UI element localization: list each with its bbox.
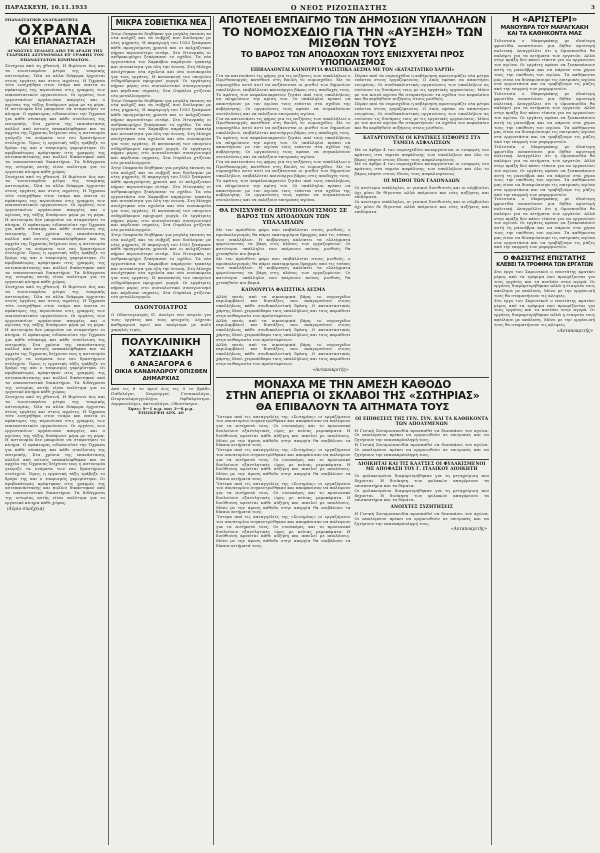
foreman-body: Στο έργο του Σαρωνικού ο επιστάτης κρατάει μέρος από τα τρόφιμα που προορίζονται για τους εργάτες και τα πουλάει στην αγορά. Οι εργάτες διαμαρτυρήθηκαν αλλά η εταιρεία τους απείλησε με απόλυση. Μόνο με την οργάνωσή τους θα σταματήσουν τις κλεψιές.: [494, 268, 595, 298]
fascist-bonds-body: Αλλά εκτός από τα οικονομικά βάρη, το νομοσχέδιο περιλαμβάνει και διατάξεις που απαγορεύουν στους υπαλλήλους κάθε συνδικαλιστική δράση. Ο κατασταστικός χάρτης δένει χειροπόδαρα τους υπαλλήλους και τους παραδίνει στην αυθαιρεσία των προϊσταμένων.: [216, 293, 351, 318]
divider: [355, 459, 490, 460]
maragakis-body-cont: Τελευταία ο Μαραγκάκης με ιδιαίτερη φροντίδα αναπτύσσει μια δήθεν αριστερή πολιτική. Αναγγέλλει ότι η Ομοσπονδία θα παλέψει για τα αιτήματα των εργατών. Αλλά στην πράξη δεν κάνει τίποτα για να οργανώσει τον αγώνα. Οι εργάτες πρέπει να ξεσκεπάσουν αυτή τη μανούβρα και να πάρουν στα χέρια τους την υπόθεση του αγώνα. Τα καθήκοντα μας είναι να δυναμώσουμε τις επιτροπές αγώνα στα εργοστάσια και να τραβήξουμε τις μάζες από την επιρροή των ρεφορμιστών.: [494, 90, 595, 144]
fascist-bonds-body-cont2: Αλλά εκτός από τα οικονομικά βάρη, το νομοσχέδιο περιλαμβάνει και διατάξεις που απαγορεύουν στους υπαλλήλους κάθε συνδικαλιστική δράση. Ο κατασταστικός χάρτης δένει χειροπόδαρα τους υπαλλήλους και τους παραδίνει στην αυθαιρεσία των προϊσταμένων.: [216, 341, 351, 366]
section-kicker: ΕΠΑΝΑΣΤΑΤΙΚΗ ΑΝΑΓΚΑΙΟΤΗΤΑ: [5, 17, 78, 22]
main-body-a2: Για να κατευνάσει τις φήμες για τις αυξήσεις των υπαλλήλων ο Πρωθυπουργός κατέθεσε στη Βουλή το νομοσχέδιο. Με το νομοσχέδιο αυτό αντί να αυξάνονται οι μισθοί των δημοσίων υπαλλήλων, επιβάλλεται καινούργιο βάρος στις αποδοχές τους. Το κράτος των κεφαλαιοκρατών ζητάει από τους υπαλλήλους να πληρώσουν την κρίση του. Οι υπάλληλοι πρέπει να απαντήσουν με τον αγώνα τους ενάντια στα σχέδια της κυβέρνησης. Οι οργανώσεις τους πρέπει να συγκαλέσουν συνελεύσεις και να εκλέξουν επιτροπές αγώνα.: [216, 115, 351, 160]
budget-body: Με τον πρόσθετο φόρο που επιβάλλεται στους μισθούς, ο προϋπολογισμός θα πάρει εκατομμύρια δραχμές από τις τσέπες των υπαλλήλων. Η κυβέρνηση καλύπτει τα ελλείμματα φορτώνοντας τα βάρη στις πλάτες των εργαζομένων. Οι κατώτεροι υπάλληλοι που παίρνουν πείνας μισθούς θα χτυπηθούν πιο βαριά.: [216, 227, 351, 256]
maragakis-headline-sub: ΜΑΝΟΥΒΡΑ ΤΟΥ ΜΑΡΑΓΚΑΚΗ: [500, 25, 589, 31]
galonades-body-cont: Οι ανώτεροι υπάλληλοι, οι γενικοί διευθυντές και οι σύμβουλοι όχι μόνο δε θίγονται αλλά παίρνουν και νέες αυξήσεις και επιδόματα.: [354, 199, 489, 214]
ochrana-body: Συνέχεια από τη χθεσινή. Η Βιρότονι 6ος και τα τοιουτοπράτα μέτρα της τσαρικής αστυνομίας. Όλα τα αλλα διάφορα έρχονται στους εργάτες και στους αγρότες. Η Όχρανα τότε εισηγήθηκε στον τσάρο και έπειτα οι πράκτορες της περνούσαν στις γραμμές των επαναστατικών οργανώσεων. Οι εργάτες των εργοστασίων οργάνωναν απεργίες και ο αγώνας της τάξης δυνάμωνε μέρα με τη μέρα. Η αστυνομία δεν μπορούσε να σταματήσει το κίνημα. Ο πράκτορας ειδοποιούσε την Όχρανα για κάθε σύσκεψη και κάθε συνέλευση της επιτροπής. Στα χρόνια της επανάστασης πολλοί από αυτούς αποκαλύφθηκαν και τα αρχεία της Όχρανας δείχνουν πως η αστυνομία γνώριζε τα ονόματα των πιο δραστήριων στελεχών. Όμως η εργατική τάξη τράβηξε το δρόμο της και ο τσαρισμός γκρεμίστηκε. Οι προβοκάτορες κρύφτηκαν στις γραμμές της αντεπανάστασης και πολλοί δικάστηκαν από τα επαναστατικά δικαστήρια. Τα διδάγματα της ιστορίας αυτής είναι πολύτιμα για το εργατικό κίνημα κάθε χώρας.: [5, 63, 105, 174]
gsee-body-cont: Η Γενική Συνομοσπονδία προσπαθεί να διασπάσει τον αγώνα. Οι απολυμένοι πρέπει να οργανωθούν σε επιτροπές και να ζητήσουν την επαναπρόσληψή τους.: [354, 441, 489, 457]
main-kicker: ΕΠΙΒΑΛΛΟΝΤΑΙ ΚΑΙΝΟΥΡΓΙΑ ΦΑΣΙΣΤΙΚΑ ΔΕΣΜΑ ΜΕ ΤΟΝ «ΚΑΤΑΣΤΑΤΙΚΟ ΧΑΡΤΗ»: [250, 67, 455, 73]
strike-body-cont3: Ύστερα από τις καταγγελίες της «Σωτηρίας» οι εργαζόμενοι του σανατορίου συγκεντρώθηκαν και αποφάσισαν να παλέψουν για τα αιτήματά τους. Οι νοσοκόμες και το προσωπικό δουλεύουν εξαντλητικές ώρες με πείνας μεροκάματα. Η διεύθυνση αρνείται κάθε αύξηση και απειλεί με απολύσεις. Μόνο με την άμεση κάθοδο στην απεργία θα επιβάλουν τα δίκαια αιτήματά τους.: [216, 514, 351, 549]
column-civil-servants: [216, 16, 489, 845]
issue-date: ΠΑΡΑΣΚΕΥΗ, 10.11.1933: [5, 5, 88, 11]
divider: [216, 205, 351, 206]
main-body-a: Για να κατευνάσει τις φήμες για τις αυξήσεις των υπαλλήλων ο Πρωθυπουργός κατέθεσε στη Βουλή το νομοσχέδιο. Με το νομοσχέδιο αυτό αντί να αυξάνονται οι μισθοί των δημοσίων υπαλλήλων, επιβάλλεται καινούργιο βάρος στις αποδοχές τους. Το κράτος των κεφαλαιοκρατών ζητάει από τους υπαλλήλους να πληρώσουν την κρίση του. Οι υπάλληλοι πρέπει να απαντήσουν με τον αγώνα τους ενάντια στα σχέδια της κυβέρνησης. Οι οργανώσεις τους πρέπει να συγκαλέσουν συνελεύσεις και να εκλέξουν επιτροπές αγώνα.: [216, 72, 351, 116]
newspaper-title: Ο ΝΕΟΣ ΡΙΖΟΣΠΑΣΤΗΣ: [290, 4, 388, 12]
strike-headline-line3: ΘΑ ΕΠΙΒΑΛΟΥΝ ΤΑ ΑΙΤΗΜΑΤΑ ΤΟΥΣ: [255, 401, 450, 413]
column-rule: [108, 16, 109, 845]
main-signature: «Ανταποκριτής»: [312, 367, 349, 373]
divider: [216, 377, 489, 378]
foreman-headline: Ο ΦΑΣΙΣΤΗΣ ΕΠΙΣΤΑΤΗΣ: [503, 254, 586, 263]
maragakis-headline: Η «ΑΡΙΣΤΕΡΙ»: [511, 16, 578, 25]
discussions-body: Η Γενική Συνομοσπονδία προσπαθεί να διασπάσει τον αγώνα. Οι απολυμένοι πρέπει να οργανωθούν σε επιτροπές και να ζητήσουν την επαναπρόσληψή τους.: [354, 511, 489, 526]
insurance-body-cont: Με το άρθρο 4 του νομοσχεδίου καταργούνται οι εισφορές του κράτους στα ταμεία ασφάλισης των υπαλλήλων και όλο το βάρος πέφτει στους ίδιους τους ασφαλισμένους.: [354, 161, 489, 177]
dentist-heading: ΟΔΟΝΤΟΙΑΤΡΟΣ: [134, 305, 188, 312]
strike-article-left: [216, 415, 351, 549]
column-soviet-news: [111, 16, 211, 845]
main-headline-line1: ΑΠΟΤΕΛΕΙ ΕΜΠΑΙΓΜΟ ΤΩΝ ΔΗΜΟΣΙΩΝ ΥΠΑΛΛΗΛΩΝ: [219, 16, 486, 26]
ochrana-headline: ΟΧΡΑΝΑ: [17, 21, 93, 39]
discussions-subheading: ΑΝΟΙΧΤΕΣ ΣΥΖΗΤΗΣΕΙΣ: [390, 505, 453, 511]
soviet-news-headline: ΜΙΚΡΑ ΣΟΒΙΕΤΙΚΑ ΝΕΑ: [111, 16, 211, 30]
main-headline-line2: ΤΟ ΝΟΜΟΣΧΕΔΙΟ ΓΙΑ ΤΗΝ «ΑΥΞΗΣΗ» ΤΩΝ ΜΙΣΘΩΝ ΤΟΥΣ: [222, 24, 483, 50]
budget-body-cont: Με τον πρόσθετο φόρο που επιβάλλεται στους μισθούς, ο προϋπολογισμός θα πάρει εκατομμύρια δραχμές από τις τσέπες των υπαλλήλων. Η κυβέρνηση καλύπτει τα ελλείμματα φορτώνοντας τα βάρη στις πλάτες των εργαζομένων. Οι κατώτεροι υπάλληλοι που παίρνουν πείνας μισθούς θα χτυπηθούν πιο βαριά.: [216, 255, 351, 285]
ochrana-body-cont3: Συνέχεια από τη χθεσινή. Η Βιρότονι 6ος και τα τοιουτοπράτα μέτρα της τσαρικής αστυνομίας. Όλα τα αλλα διάφορα έρχονται στους εργάτες και στους αγρότες. Η Όχρανα τότε εισηγήθηκε στον τσάρο και έπειτα οι πράκτορες της περνούσαν στις γραμμές των επαναστατικών οργανώσεων. Οι εργάτες των εργοστασίων οργάνωναν απεργίες και ο αγώνας της τάξης δυνάμωνε μέρα με τη μέρα. Η αστυνομία δεν μπορούσε να σταματήσει το κίνημα. Ο πράκτορας ειδοποιούσε την Όχρανα για κάθε σύσκεψη και κάθε συνέλευση της επιτροπής. Στα χρόνια της επανάστασης πολλοί από αυτούς αποκαλύφθηκαν και τα αρχεία της Όχρανας δείχνουν πως η αστυνομία γνώριζε τα ονόματα των πιο δραστήριων στελεχών. Όμως η εργατική τάξη τράβηξε το δρόμο της και ο τσαρισμός γκρεμίστηκε. Οι προβοκάτορες κρύφτηκαν στις γραμμές της αντεπανάστασης και πολλοί δικάστηκαν από τα επαναστατικά δικαστήρια. Τα διδάγματα της ιστορίας αυτής είναι πολύτιμα για το εργατικό κίνημα κάθε χώρας.: [5, 394, 105, 505]
ochrana-body-cont: Συνέχεια από τη χθεσινή. Η Βιρότονι 6ος και τα τοιουτοπράτα μέτρα της τσαρικής αστυνομίας. Όλα τα αλλα διάφορα έρχονται στους εργάτες και στους αγρότες. Η Όχρανα τότε εισηγήθηκε στον τσάρο και έπειτα οι πράκτορες της περνούσαν στις γραμμές των επαναστατικών οργανώσεων. Οι εργάτες των εργοστασίων οργάνωναν απεργίες και ο αγώνας της τάξης δυνάμωνε μέρα με τη μέρα. Η αστυνομία δεν μπορούσε να σταματήσει το κίνημα. Ο πράκτορας ειδοποιούσε την Όχρανα για κάθε σύσκεψη και κάθε συνέλευση της επιτροπής. Στα χρόνια της επανάστασης πολλοί από αυτούς αποκαλύφθηκαν και τα αρχεία της Όχρανας δείχνουν πως η αστυνομία γνώριζε τα ονόματα των πιο δραστήριων στελεχών. Όμως η εργατική τάξη τράβηξε το δρόμο της και ο τσαρισμός γκρεμίστηκε. Οι προβοκάτορες κρύφτηκαν στις γραμμές της αντεπανάστασης και πολλοί δικάστηκαν από τα επαναστατικά δικαστήρια. Τα διδάγματα της ιστορίας αυτής είναι πολύτιμα για το εργατικό κίνημα κάθε χώρας.: [5, 173, 105, 285]
ochrana-body-cont2: Συνέχεια από τη χθεσινή. Η Βιρότονι 6ος και τα τοιουτοπράτα μέτρα της τσαρικής αστυνομίας. Όλα τα αλλα διάφορα έρχονται στους εργάτες και στους αγρότες. Η Όχρανα τότε εισηγήθηκε στον τσάρο και έπειτα οι πράκτορες της περνούσαν στις γραμμές των επαναστατικών οργανώσεων. Οι εργάτες των εργοστασίων οργάνωναν απεργίες και ο αγώνας της τάξης δυνάμωνε μέρα με τη μέρα. Η αστυνομία δεν μπορούσε να σταματήσει το κίνημα. Ο πράκτορας ειδοποιούσε την Όχρανα για κάθε σύσκεψη και κάθε συνέλευση της επιτροπής. Στα χρόνια της επανάστασης πολλοί από αυτούς αποκαλύφθηκαν και τα αρχεία της Όχρανας δείχνουν πως η αστυνομία γνώριζε τα ονόματα των πιο δραστήριων στελεχών. Όμως η εργατική τάξη τράβηξε το δρόμο της και ο τσαρισμός γκρεμίστηκε. Οι προβοκάτορες κρύφτηκαν στις γραμμές της αντεπανάστασης και πολλοί δικάστηκαν από τα επαναστατικά δικαστήρια. Τα διδάγματα της ιστορίας αυτής είναι πολύτιμα για το εργατικό κίνημα κάθε χώρας.: [5, 283, 105, 395]
strike-body-cont2: Ύστερα από τις καταγγελίες της «Σωτηρίας» οι εργαζόμενοι του σανατορίου συγκεντρώθηκαν και αποφάσισαν να παλέψουν για τα αιτήματά τους. Οι νοσοκόμες και το προσωπικό δουλεύουν εξαντλητικές ώρες με πείνας μεροκάματα. Η διεύθυνση αρνείται κάθε αύξηση και απειλεί με απολύσεις. Μόνο με την άμεση κάθοδο στην απεργία θα επιβάλουν τα δίκαια αιτήματά τους.: [216, 480, 351, 515]
column-rule: [213, 16, 214, 845]
prisoners-body: Οι φυλακισμένοι διαμαρτυρήθηκαν για τη μεταχείριση που δέχονται. Η διοίκηση των φυλακών απαγόρευσε τα επισκεπτήρια και τα δέματα.: [354, 473, 489, 488]
page-number: 3: [590, 5, 595, 11]
column-maragakis: [494, 16, 595, 845]
divider: [355, 133, 490, 134]
column-rule: [491, 16, 492, 845]
foreman-body-cont: Στο έργο του Σαρωνικού ο επιστάτης κρατάει μέρος από τα τρόφιμα που προορίζονται για τους εργάτες και τα πουλάει στην αγορά. Οι εργάτες διαμαρτυρήθηκαν αλλά η εταιρεία τους απείλησε με απόλυση. Μόνο με την οργάνωσή τους θα σταματήσουν τις κλεψιές.: [494, 297, 595, 327]
fascist-bonds-subheading: ΚΑΙΝΟΥΡΓΙΑ ΦΑΣΙΣΤΙΚΑ ΔΕΣΜΑ: [241, 287, 326, 293]
prisoners-body-cont: Οι φυλακισμένοι διαμαρτυρήθηκαν για τη μεταχείριση που δέχονται. Η διοίκηση των φυλακών απαγόρευσε τα επισκεπτήρια και τα δέματα.: [354, 487, 489, 503]
main-body-d: Πέραν από τα νομοσχέδια η κυβέρνηση προετοιμάζει νέα μέτρα ενάντια στους εργαζόμενους. Ο λαός πρέπει να απαντήσει ενωμένος. Οι συνδικαλιστικές οργανώσεις των υπαλλήλων ας ενώσουν τις δυνάμεις τους με τις εργατικές οργανώσεις. Μόνο με τον κοινό αγώνα θα σταματήσουν τα σχέδια του κεφαλαίου και θα κερδηθούν αυξήσεις στους μισθούς.: [354, 72, 489, 102]
main-article-right: [355, 74, 490, 374]
dentist-body: Ο Οδοντογιατρός Π. Ανοίγει νέο ιατρείο για τους εργάτες και τους φτωχούς. Δέχεται καθημερινά πρωί και απόγευμα με πολύ χαμηλές τιμές.: [111, 312, 211, 332]
strike-article-right: [355, 415, 490, 549]
soviet-news-body-cont: Στην Ουκρανία διηθήκαν για μεγάλη έκταση τα νέα κολχόζ και τα σοβχόζ που δούλεψαν με νέες μηχανές. Η παραγωγή του 1933 ξεπέρασε κάθε προηγούμενη χρονιά και οι κολχόζνικοι πήραν περισσότερο σιτάρι. Στο Ντονμπάς οι ανθρακωρύχοι ξεπέρασαν το σχέδιο. Τα νέα εργοστάσια του Χαρκόβου παράγουν τρακτέρ και αυτοκίνητα για όλη την ένωση. Στη Μόσχα ανοίχτηκαν νέα σχολεία και νέα νοσοκομεία για τους εργάτες. Η κατασκευή του υπογείου σιδηρόδρομου προχωρεί γοργά. Οι εργάτριες πήραν μέρος στο σοσιαλιστικό συναγωνισμό και κέρδισαν σημαίες. Στα Ουράλια χτίζεται νέο μεταλλουργείο.: [111, 97, 211, 166]
soviet-news-body: Στην Ουκρανία διηθήκαν για μεγάλη έκταση τα νέα κολχόζ και τα σοβχόζ που δούλεψαν με νέες μηχανές. Η παραγωγή του 1933 ξεπέρασε κάθε προηγούμενη χρονιά και οι κολχόζνικοι πήραν περισσότερο σιτάρι. Στο Ντονμπάς οι ανθρακωρύχοι ξεπέρασαν το σχέδιο. Τα νέα εργοστάσια του Χαρκόβου παράγουν τρακτέρ και αυτοκίνητα για όλη την ένωση. Στη Μόσχα ανοίχτηκαν νέα σχολεία και νέα νοσοκομεία για τους εργάτες. Η κατασκευή του υπογείου σιδηρόδρομου προχωρεί γοργά. Οι εργάτριες πήραν μέρος στο σοσιαλιστικό συναγωνισμό και κέρδισαν σημαίες. Στα Ουράλια χτίζεται νέο μεταλλουργείο.: [111, 30, 211, 98]
newspaper-page: [5, 4, 595, 845]
galonades-subheading: ΟΙ ΜΙΣΘΟΙ ΤΩΝ ΓΑΛΟΝΑΔΩΝ: [383, 178, 460, 184]
polyclinic-hours: Ώρες: 9—1 π.μ. και 3—8 μ.μ.: [128, 405, 194, 411]
strike-body: Ύστερα από τις καταγγελίες της «Σωτηρίας» οι εργαζόμενοι του σανατορίου συγκεντρώθηκαν και αποφάσισαν να παλέψουν για τα αιτήματά τους. Οι νοσοκόμες και το προσωπικό δουλεύουν εξαντλητικές ώρες με πείνας μεροκάματα. Η διεύθυνση αρνείται κάθε αύξηση και απειλεί με απολύσεις. Μόνο με την άμεση κάθοδο στην απεργία θα επιβάλουν τα δίκαια αιτήματά τους.: [216, 413, 351, 448]
budget-subheading: ΘΑ ΕΝΙΣΧΥΘΕΙ Ο ΠΡΟΥΠΟΛΟΓΙΣΜΟΣ ΣΕ ΒΑΡΟΣ ΤΩΝ ΑΠΟΔΟΧΩΝ ΤΩΝ ΥΠΑΛΛΗΛΩΝ: [219, 208, 348, 227]
polyclinic-address: 6 ΑΝΑΞΑΓΟΡΑ 6: [129, 360, 193, 369]
main-body-a3: Για να κατευνάσει τις φήμες για τις αυξήσεις των υπαλλήλων ο Πρωθυπουργός κατέθεσε στη Βουλή το νομοσχέδιο. Με το νομοσχέδιο αυτό αντί να αυξάνονται οι μισθοί των δημοσίων υπαλλήλων, επιβάλλεται καινούργιο βάρος στις αποδοχές τους. Το κράτος των κεφαλαιοκρατών ζητάει από τους υπαλλήλους να πληρώσουν την κρίση του. Οι υπάλληλοι πρέπει να απαντήσουν με τον αγώνα τους ενάντια στα σχέδια της κυβέρνησης. Οι οργανώσεις τους πρέπει να συγκαλέσουν συνελεύσεις και να εκλέξουν επιτροπές αγώνα.: [216, 158, 351, 203]
maragakis-body-cont3: Τελευταία ο Μαραγκάκης με ιδιαίτερη φροντίδα αναπτύσσει μια δήθεν αριστερή πολιτική. Αναγγέλλει ότι η Ομοσπονδία θα παλέψει για τα αιτήματα των εργατών. Αλλά στην πράξη δεν κάνει τίποτα για να οργανώσει τον αγώνα. Οι εργάτες πρέπει να ξεσκεπάσουν αυτή τη μανούβρα και να πάρουν στα χέρια τους την υπόθεση του αγώνα. Τα καθήκοντα μας είναι να δυναμώσουμε τις επιτροπές αγώνα στα εργοστάσια και να τραβήξουμε τις μάζες από την επιρροή των ρεφορμιστών.: [494, 196, 595, 250]
column-ochrana: [5, 16, 105, 845]
prisoners-subheading: ΔΙΟΙΚΗΤΑΙ ΚΑΙ ΤΙΣ ΚΑΛΤΣΕΣ ΟΙ ΦΥΛΑΚΙΣΜΕΝΟΙ ΜΕ ΑΠΟΦΑΣΗ ΤΟΥ Γ. ΙΤΑΛΙΚΟΥ ΔΙΟΙΚΗΤΗ: [357, 462, 486, 473]
polyclinic-title: ΠΟΛΥΚΛΙΝΙΚΗ ΧΑΤΖΙΔΑΚΗ: [121, 337, 201, 360]
gsee-body: Η Γενική Συνομοσπονδία προσπαθεί να διασπάσει τον αγώνα. Οι απολυμένοι πρέπει να οργανωθούν σε επιτροπές και να ζητήσουν την επαναπρόσληψή τους.: [354, 427, 489, 443]
fascist-bonds-body-cont: Αλλά εκτός από τα οικονομικά βάρη, το νομοσχέδιο περιλαμβάνει και διατάξεις που απαγορεύουν στους υπαλλήλους κάθε συνδικαλιστική δράση. Ο κατασταστικός χάρτης δένει χειροπόδαρα τους υπαλλήλους και τους παραδίνει στην αυθαιρεσία των προϊσταμένων.: [216, 317, 351, 342]
gsee-subheading: ΟΙ ΕΠΙΘΕΣΕΙΣ ΤΗΣ ΓΕΝ. ΣΥΝ. ΚΑΙ ΤΑ ΚΑΘΗΚΟΝΤΑ ΤΩΝ ΑΠΟΛΥΜΕΝΩΝ: [355, 416, 489, 427]
foreman-headline-sub: ΚΛΕΒΕΙ ΤΑ ΤΡΟΦΙΜΑ ΤΩΝ ΕΡΓΑΤΩΝ: [496, 261, 593, 268]
divider: [494, 252, 595, 253]
foreman-signature: «Ανταποκριτής»: [556, 328, 593, 334]
ochrana-signature: (Αύριο συνέχεια): [7, 506, 45, 512]
strike-headline-line2: ΣΤΗΝ ΑΠΕΡΓΙΑ ΟΙ ΣΚΛΑΒΟΙ ΤΗΣ «ΣΩΤΗΡΙΑΣ»: [225, 390, 480, 403]
insurance-subheading: ΚΑΤΑΡΓΟΥΝΤΑΙ ΟΙ ΚΡΑΤΙΚΕΣ ΕΙΣΦΟΡΕΣ ΣΤΑ ΤΑΜΕΙΑ ΑΣΦΑΛΙΣΕΩΝ: [362, 136, 481, 147]
insurance-body: Με το άρθρο 4 του νομοσχεδίου καταργούνται οι εισφορές του κράτους στα ταμεία ασφάλισης των υπαλλήλων και όλο το βάρος πέφτει στους ίδιους τους ασφαλισμένους.: [354, 147, 489, 162]
main-article-left: [216, 74, 351, 374]
main-article-columns: [216, 74, 489, 374]
polyclinic-location: ΟΙΚΙΑ ΚΑΝΔΗΛΩΡΟΥ ΟΠΙΣΘΕΝ ΔΗΜΑΡΧΙΑΣ: [114, 369, 208, 382]
main-headline-line3: ΤΟ ΒΑΡΟΣ ΤΩΝ ΑΠΟΔΟΧΩΝ ΤΟΥΣ ΕΝΙΣΧΥΕΤΑΙ ΠΡΟΣ ΥΠΟΠΟΛΙΣΜΟΣ: [240, 49, 465, 67]
maragakis-body: Τελευταία ο Μαραγκάκης με ιδιαίτερη φροντίδα αναπτύσσει μια δήθεν αριστερή πολιτική. Αναγγέλλει ότι η Ομοσπονδία θα παλέψει για τα αιτήματα των εργατών. Αλλά στην πράξη δεν κάνει τίποτα για να οργανώσει τον αγώνα. Οι εργάτες πρέπει να ξεσκεπάσουν αυτή τη μανούβρα και να πάρουν στα χέρια τους την υπόθεση του αγώνα. Τα καθήκοντα μας είναι να δυναμώσουμε τις επιτροπές αγώνα στα εργοστάσια και να τραβήξουμε τις μάζες από την επιρροή των ρεφορμιστών.: [494, 38, 595, 92]
polyclinic-ad: [111, 334, 211, 385]
soviet-news-body-cont2: Στην Ουκρανία διηθήκαν για μεγάλη έκταση τα νέα κολχόζ και τα σοβχόζ που δούλεψαν με νέες μηχανές. Η παραγωγή του 1933 ξεπέρασε κάθε προηγούμενη χρονιά και οι κολχόζνικοι πήραν περισσότερο σιτάρι. Στο Ντονμπάς οι ανθρακωρύχοι ξεπέρασαν το σχέδιο. Τα νέα εργοστάσια του Χαρκόβου παράγουν τρακτέρ και αυτοκίνητα για όλη την ένωση. Στη Μόσχα ανοίχτηκαν νέα σχολεία και νέα νοσοκομεία για τους εργάτες. Η κατασκευή του υπογείου σιδηρόδρομου προχωρεί γοργά. Οι εργάτριες πήραν μέρος στο σοσιαλιστικό συναγωνισμό και κέρδισαν σημαίες. Στα Ουράλια χτίζεται νέο μεταλλουργείο.: [111, 164, 211, 233]
soviet-news-body-cont3: Στην Ουκρανία διηθήκαν για μεγάλη έκταση τα νέα κολχόζ και τα σοβχόζ που δούλεψαν με νέες μηχανές. Η παραγωγή του 1933 ξεπέρασε κάθε προηγούμενη χρονιά και οι κολχόζνικοι πήραν περισσότερο σιτάρι. Στο Ντονμπάς οι ανθρακωρύχοι ξεπέρασαν το σχέδιο. Τα νέα εργοστάσια του Χαρκόβου παράγουν τρακτέρ και αυτοκίνητα για όλη την ένωση. Στη Μόσχα ανοίχτηκαν νέα σχολεία και νέα νοσοκομεία για τους εργάτες. Η κατασκευή του υπογείου σιδηρόδρομου προχωρεί γοργά. Οι εργάτριες πήραν μέρος στο σοσιαλιστικό συναγωνισμό και κέρδισαν σημαίες. Στα Ουράλια χτίζεται νέο μεταλλουργείο.: [111, 231, 211, 300]
maragakis-headline-sub2: ΚΑΙ ΤΑ ΚΑΘΗΚΟΝΤΑ ΜΑΣ: [507, 30, 582, 37]
ochrana-lead: ΑΓΝΩΣΤΕΣ ΣΕΛΙΔΕΣ ΑΠΟ ΤΗ ΔΡΑΣΗ ΤΗΣ ΤΣΑΡΙΚΗΣ ΑΣΤΥΝΟΜΙΑΣ ΕΞ' ΓΡΑΦΗΣ ΤΟΝ ΕΠΑΝΑΣΤΑΤΩΝ ΚΙΝΗΜΑΤΩΝ.: [6, 47, 104, 62]
divider: [111, 302, 211, 303]
polyclinic-fee: ΕΠΙΣΚΕΨΗ ΔΡΧ. 40: [138, 410, 184, 416]
polyclinic-body: Από τις 8 το πρωί έως τις 9 το βράδυ. Παθολόγοι, Χειρουργοί, Γυναικολόγοι, Ωτορινολαρυγγολόγοι, Οφθαλμίατροι, Δερματολόγοι, Ακτινολόγοι, Οδοντίατροι.: [111, 386, 211, 406]
strike-body-cont: Ύστερα από τις καταγγελίες της «Σωτηρίας» οι εργαζόμενοι του σανατορίου συγκεντρώθηκαν και αποφάσισαν να παλέψουν για τα αιτήματά τους. Οι νοσοκόμες και το προσωπικό δουλεύουν εξαντλητικές ώρες με πείνας μεροκάματα. Η διεύθυνση αρνείται κάθε αύξηση και απειλεί με απολύσεις. Μόνο με την άμεση κάθοδο στην απεργία θα επιβάλουν τα δίκαια αιτήματά τους.: [216, 447, 351, 481]
strike-headline-line1: ΜΟΝΑΧΑ ΜΕ ΤΗΝ ΑΜΕΣΗ ΚΑΘΟΔΟ: [253, 378, 452, 391]
masthead: [5, 4, 595, 14]
maragakis-body-cont2: Τελευταία ο Μαραγκάκης με ιδιαίτερη φροντίδα αναπτύσσει μια δήθεν αριστερή πολιτική. Αναγγέλλει ότι η Ομοσπονδία θα παλέψει για τα αιτήματα των εργατών. Αλλά στην πράξη δεν κάνει τίποτα για να οργανώσει τον αγώνα. Οι εργάτες πρέπει να ξεσκεπάσουν αυτή τη μανούβρα και να πάρουν στα χέρια τους την υπόθεση του αγώνα. Τα καθήκοντα μας είναι να δυναμώσουμε τις επιτροπές αγώνα στα εργοστάσια και να τραβήξουμε τις μάζες από την επιρροή των ρεφορμιστών.: [494, 143, 595, 197]
ochrana-headline-sub: ΚΑΙ ΕΠΑΝΑΣΤΑΣΗ: [14, 37, 96, 47]
main-body-d2: Πέραν από τα νομοσχέδια η κυβέρνηση προετοιμάζει νέα μέτρα ενάντια στους εργαζόμενους. Ο λαός πρέπει να απαντήσει ενωμένος. Οι συνδικαλιστικές οργανώσεις των υπαλλήλων ας ενώσουν τις δυνάμεις τους με τις εργατικές οργανώσεις. Μόνο με τον κοινό αγώνα θα σταματήσουν τα σχέδια του κεφαλαίου και θα κερδηθούν αυξήσεις στους μισθούς.: [354, 101, 489, 131]
galonades-body: Οι ανώτεροι υπάλληλοι, οι γενικοί διευθυντές και οι σύμβουλοι όχι μόνο δε θίγονται αλλά παίρνουν και νέες αυξήσεις και επιδόματα.: [354, 184, 489, 200]
strike-signature: «Ανταποκριτής»: [450, 527, 487, 533]
strike-article-columns: [216, 415, 489, 549]
